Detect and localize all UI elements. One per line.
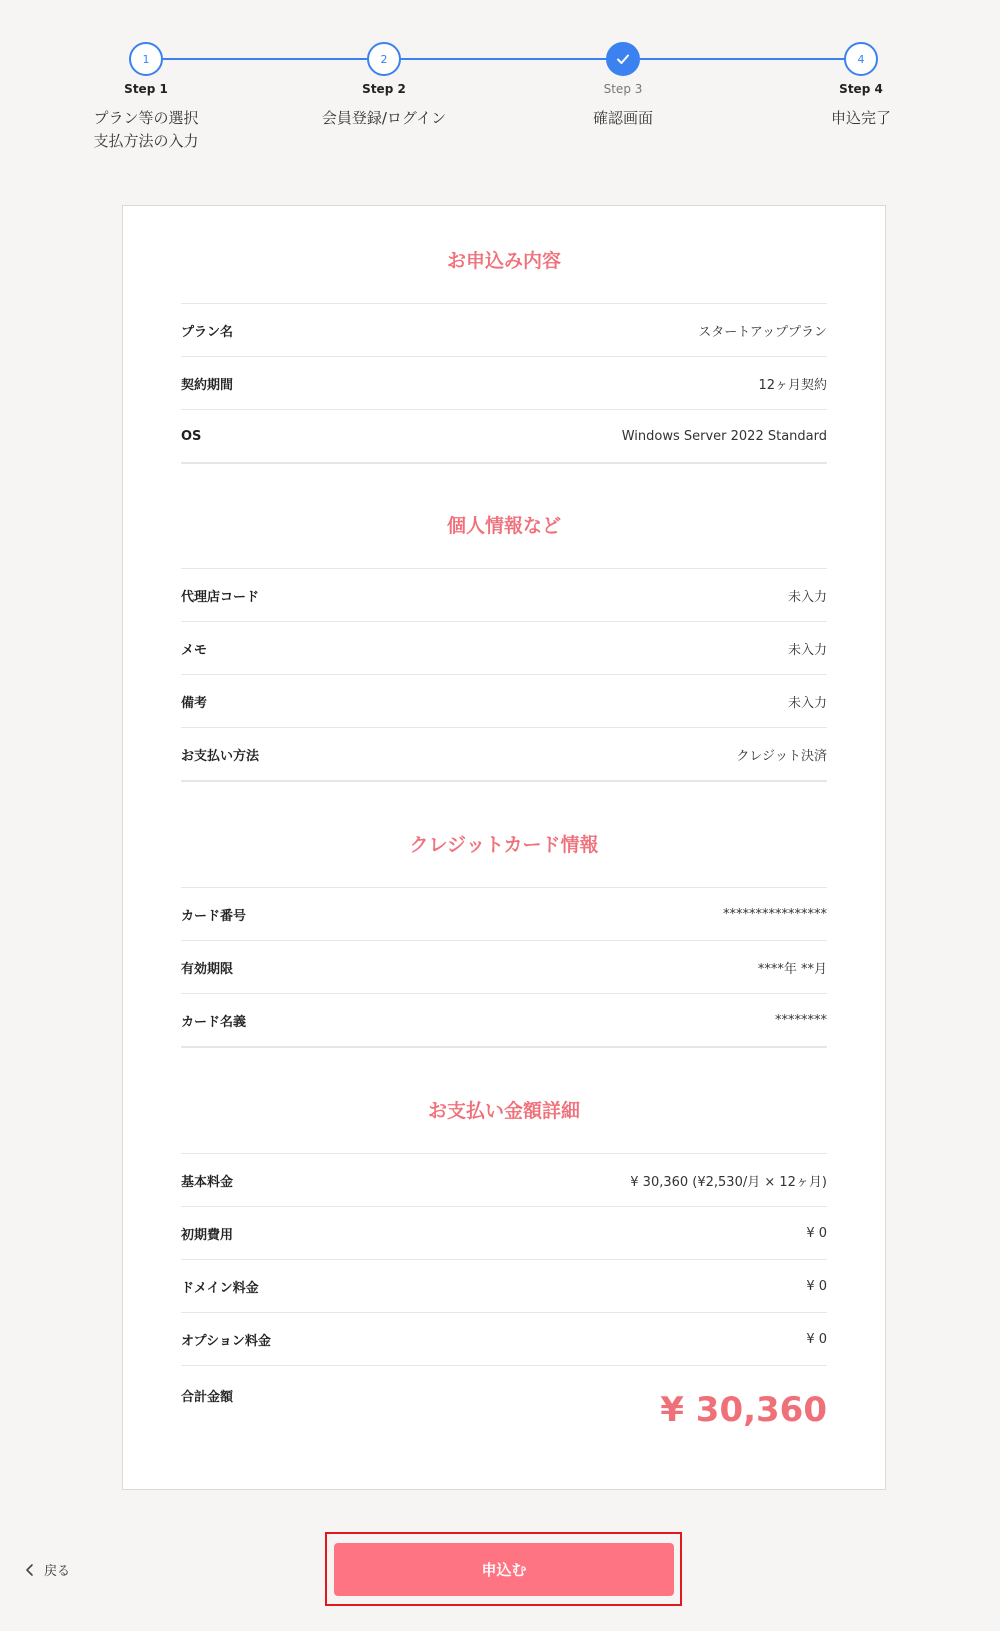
back-link[interactable]: [24, 1560, 70, 1579]
row-label: 契約期間: [181, 377, 234, 393]
row-label: お支払い方法: [181, 748, 260, 764]
row-value: ¥ 30,360 (¥2,530/月 × 12ヶ月): [630, 1174, 827, 1190]
step-4: [761, 42, 961, 130]
row-value: 未入力: [787, 642, 827, 658]
step-1-description: [46, 107, 246, 153]
row-value: ****************: [723, 906, 827, 922]
back-label: 戻る: [44, 1564, 71, 1579]
row-value: ****年 **月: [757, 961, 827, 977]
row-value: 未入力: [787, 589, 827, 605]
application-details-section: [123, 206, 885, 464]
step-3: [523, 42, 723, 130]
step-2-description: 会員登録/ログイン: [321, 109, 447, 127]
row-value: ¥ 0: [806, 1278, 827, 1294]
row-label: メモ: [181, 642, 208, 658]
step-2-label: Step 2: [362, 82, 406, 96]
step-1-description-line: 支払方法の入力: [93, 132, 199, 150]
detail-row: [181, 356, 827, 409]
section-divider: [181, 462, 827, 464]
row-value: ¥ 0: [806, 1225, 827, 1241]
detail-row: [181, 303, 827, 356]
submit-application-button[interactable]: 申込む: [334, 1543, 674, 1596]
detail-row: [181, 621, 827, 674]
step-4-circle: 4: [844, 42, 878, 76]
detail-row: [181, 1206, 827, 1259]
detail-row: [181, 940, 827, 993]
row-label: OS: [181, 428, 202, 444]
step-3-description: 確認画面: [592, 109, 653, 127]
detail-row: [181, 887, 827, 940]
detail-row: [181, 674, 827, 727]
detail-row: [181, 727, 827, 780]
section-divider: [181, 780, 827, 782]
personal-info-section: [123, 471, 885, 782]
checkmark-icon: [615, 51, 631, 67]
section-title: 個人情報など: [446, 515, 561, 537]
step-2-circle: 2: [367, 42, 401, 76]
section-divider: [181, 1046, 827, 1048]
confirmation-card: [122, 205, 886, 1490]
step-2: [284, 42, 484, 130]
row-label: カード名義: [181, 1014, 247, 1030]
row-value: 12ヶ月契約: [758, 377, 827, 393]
row-value: ¥ 0: [806, 1331, 827, 1347]
detail-row: [181, 993, 827, 1046]
detail-row: [181, 409, 827, 462]
row-label: 代理店コード: [181, 589, 260, 605]
step-1-circle: 1: [129, 42, 163, 76]
credit-card-section: [123, 790, 885, 1048]
step-3-label: Step 3: [603, 82, 643, 96]
chevron-left-icon: [24, 1563, 36, 1577]
detail-row: [181, 568, 827, 621]
row-value: Windows Server 2022 Standard: [621, 428, 827, 444]
step-4-description: 申込完了: [830, 109, 891, 127]
step-1-label: Step 1: [124, 82, 168, 96]
step-3-circle: [606, 42, 640, 76]
row-label: カード番号: [181, 908, 247, 924]
progress-stepper: [0, 0, 1000, 170]
row-value: スタートアッププラン: [698, 324, 827, 340]
total-amount: ¥ 30,360: [660, 1390, 827, 1430]
step-4-label: Step 4: [839, 82, 883, 96]
row-label: ドメイン料金: [181, 1280, 259, 1296]
row-label: 基本料金: [181, 1174, 234, 1190]
row-label: 初期費用: [181, 1227, 234, 1243]
section-title: クレジットカード情報: [409, 834, 599, 856]
row-value: クレジット決済: [736, 748, 827, 764]
row-label: オプション料金: [181, 1333, 271, 1349]
detail-row: [181, 1153, 827, 1206]
row-label: プラン名: [181, 324, 234, 340]
total-label: 合計金額: [181, 1390, 234, 1405]
row-value: ********: [775, 1012, 827, 1028]
detail-row: [181, 1312, 827, 1365]
row-value: 未入力: [787, 695, 827, 711]
section-title: お支払い金額詳細: [427, 1100, 580, 1122]
step-1: [46, 42, 246, 153]
detail-row: [181, 1259, 827, 1312]
total-row: [181, 1365, 827, 1455]
row-label: 備考: [181, 695, 208, 711]
payment-details-section: [123, 1056, 885, 1455]
step-1-description-line: プラン等の選択: [93, 109, 199, 127]
section-title: お申込み内容: [446, 250, 561, 272]
row-label: 有効期限: [181, 961, 234, 977]
